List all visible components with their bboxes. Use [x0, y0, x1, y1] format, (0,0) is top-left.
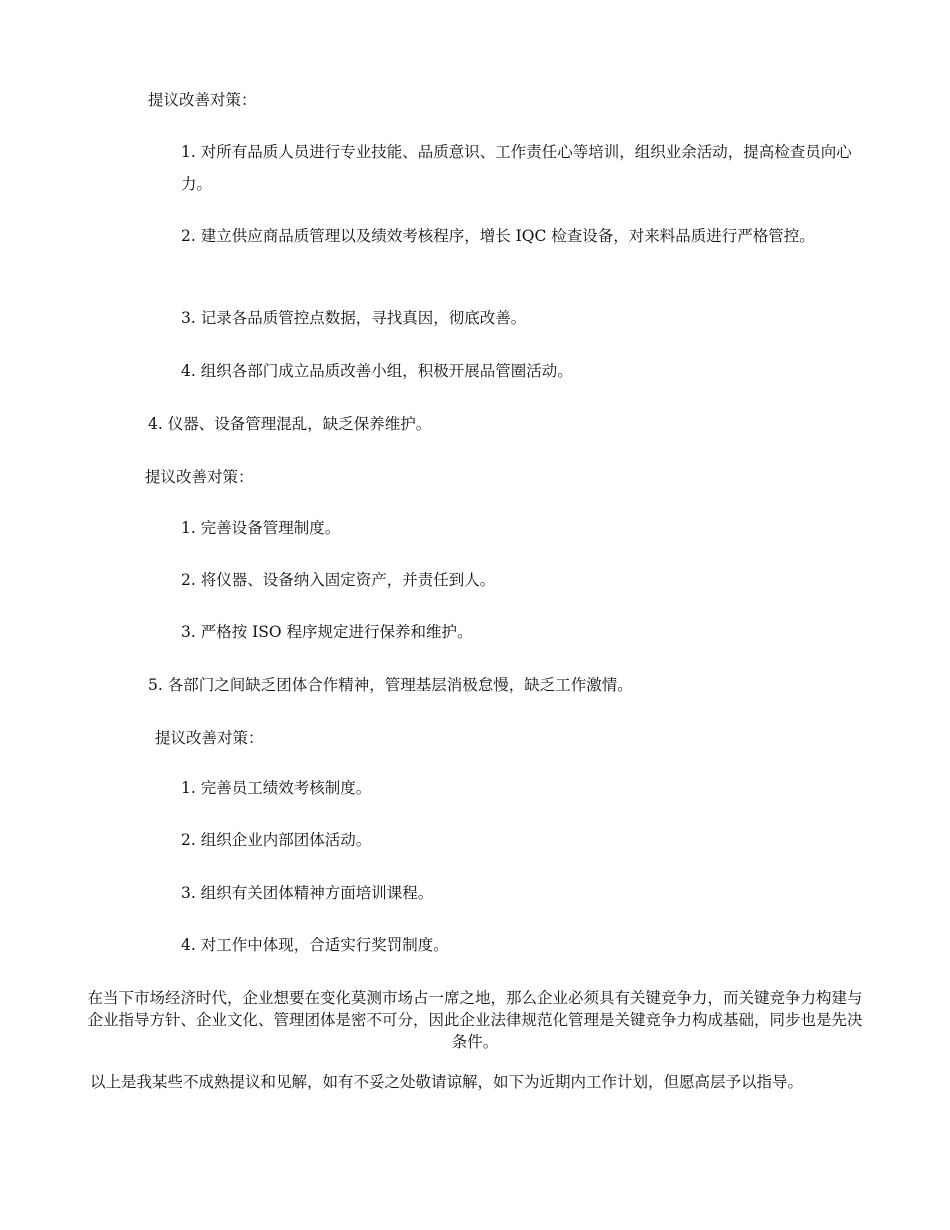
- section-2-problem: 4. 仪器、设备管理混乱，缺乏保养维护。: [148, 415, 432, 433]
- section-3-item-2: 2. 组织企业内部团体活动。: [181, 831, 372, 849]
- section-1-item-2: 2. 建立供应商品质管理以及绩效考核程序，增长 IQC 检查设备，对来料品质进行严格管控。: [181, 227, 815, 245]
- section-1-item-1: 1. 对所有品质人员进行专业技能、品质意识、工作责任心等培训，组织业余活动，提高检查员向心力。: [181, 143, 852, 193]
- section-3-heading: 提议改善对策：: [155, 729, 264, 747]
- section-1-item-4: 4. 组织各部门成立品质改善小组，积极开展品管圈活动。: [181, 362, 573, 380]
- closing-paragraph: 以上是我某些不成熟提议和见解，如有不妥之处敬请谅解，如下为近期内工作计划，但愿高层予以指导。: [90, 1073, 804, 1091]
- section-2-heading: 提议改善对策：: [145, 468, 254, 486]
- section-3-problem: 5. 各部门之间缺乏团体合作精神，管理基层消极怠慢，缺乏工作激情。: [148, 676, 633, 694]
- section-2-item-3: 3. 严格按 ISO 程序规定进行保养和维护。: [181, 623, 473, 641]
- section-2-item-1: 1. 完善设备管理制度。: [181, 519, 341, 537]
- section-1-item-3: 3. 记录各品质管控点数据，寻找真因，彻底改善。: [181, 309, 527, 327]
- section-3-item-1: 1. 完善员工绩效考核制度。: [181, 779, 372, 797]
- section-3-item-4: 4. 对工作中体现，合适实行奖罚制度。: [181, 936, 449, 954]
- section-1-heading: 提议改善对策：: [148, 91, 257, 109]
- section-2-item-2: 2. 将仪器、设备纳入固定资产，并责任到人。: [181, 571, 496, 589]
- summary-paragraph: 在当下市场经济时代，企业想要在变化莫测市场占一席之地，那么企业必须具有关键竞争力，而关键竞争力构建与企业指导方针、企业文化、管理团体是密不可分，因此企业法律规范化管理是关键竞争力构成基础，同步也是先决条件。: [87, 989, 863, 1051]
- section-3-item-3: 3. 组织有关团体精神方面培训课程。: [181, 884, 434, 902]
